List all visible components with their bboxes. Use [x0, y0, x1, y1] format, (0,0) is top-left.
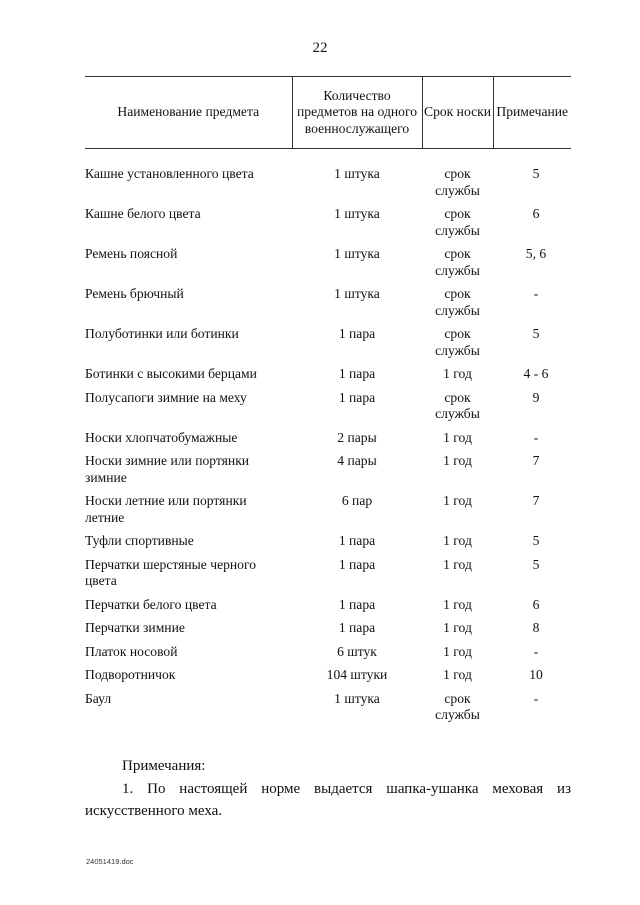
wear-term-cell: срок службы [435, 690, 480, 722]
quantity-cell: 1 штука [334, 206, 380, 221]
quantity-cell: 1 штука [334, 246, 380, 261]
item-name-cell: Платок носовой [85, 643, 178, 659]
note-cell: 5 [532, 166, 540, 181]
notes-heading: Примечания: [122, 758, 206, 774]
wear-term-cell: 1 год [443, 366, 472, 381]
note-cell: - [533, 286, 539, 301]
wear-term-cell: срок службы [435, 389, 480, 421]
wear-term-cell: 1 год [443, 667, 472, 682]
table-row [85, 326, 571, 366]
table-row [85, 366, 571, 390]
table-row [85, 667, 571, 691]
quantity-cell: 1 пара [338, 596, 376, 612]
wear-term-cell: 1 год [443, 643, 472, 659]
wear-term-cell: срок службы [435, 246, 480, 278]
note-cell: - [533, 429, 539, 445]
wear-term-cell: срок службы [435, 166, 480, 198]
quantity-cell: 1 пара [338, 366, 376, 381]
note-item: 1. По настоящей норме выдается шапка-ушанка меховая из искусственного меха. [85, 781, 571, 819]
note-cell: 5, 6 [525, 246, 547, 261]
note-cell: 5 [532, 556, 540, 572]
quantity-cell: 2 пары [337, 429, 377, 445]
table-row [85, 246, 571, 286]
wear-term-cell: 1 год [443, 453, 472, 468]
item-name-cell: Туфли спортивные [85, 533, 194, 548]
table-row [85, 597, 571, 621]
header-item-name: Наименование предмета [85, 77, 292, 149]
wear-term-cell: срок службы [435, 286, 480, 318]
item-name-cell: Носки хлопчатобумажные [85, 429, 238, 445]
clothing-norms-table [85, 76, 571, 731]
quantity-cell: 1 штука [334, 166, 380, 181]
quantity-cell: 1 пара [338, 533, 376, 548]
wear-term-cell: 1 год [443, 493, 472, 508]
wear-term-cell: 1 год [443, 556, 472, 572]
item-name-cell: Ремень поясной [85, 246, 178, 261]
note-cell: 6 [532, 206, 540, 221]
item-name-cell: Перчатки шерстяные черного цвета [85, 556, 257, 588]
page-number: 22 [312, 40, 328, 56]
wear-term-cell: 1 год [443, 596, 472, 612]
table-header-row [85, 77, 571, 149]
wear-term-cell: 1 год [443, 620, 472, 635]
item-name-cell: Баул [85, 690, 112, 706]
document-filename: 24051419.doc [86, 857, 134, 866]
quantity-cell: 1 пара [338, 326, 376, 341]
item-name-cell: Полусапоги зимние на меху [85, 389, 247, 405]
quantity-cell: 1 штука [334, 286, 380, 301]
item-name-cell: Перчатки зимние [85, 620, 185, 635]
table-row [85, 493, 571, 533]
item-name-cell: Ботинки с высокими берцами [85, 366, 257, 381]
note-cell: 4 - 6 [523, 366, 549, 381]
item-name-cell: Ремень брючный [85, 286, 184, 301]
table-row [85, 620, 571, 644]
wear-term-cell: срок службы [435, 206, 480, 238]
header-quantity: Количество предметов на одного военнослужащего [292, 77, 422, 149]
table-row [85, 286, 571, 326]
note-cell: - [533, 690, 539, 706]
item-name-cell: Перчатки белого цвета [85, 596, 217, 612]
note-cell: 8 [532, 620, 540, 635]
quantity-cell: 1 штука [334, 690, 380, 706]
quantity-cell: 1 пара [338, 389, 376, 405]
table-row [85, 533, 571, 557]
header-spacer [85, 149, 571, 167]
note-cell: 10 [529, 667, 543, 682]
wear-term-cell: 1 год [443, 429, 472, 445]
quantity-cell: 4 пары [337, 453, 377, 468]
header-wear-term: Срок носки [422, 77, 493, 149]
item-name-cell: Носки зимние или портянки зимние [85, 453, 250, 485]
table-row [85, 691, 571, 731]
note-cell: 5 [532, 533, 540, 548]
item-name-cell: Кашне установленного цвета [85, 166, 254, 181]
note-cell: 5 [532, 326, 540, 341]
item-name-cell: Подворотничок [85, 667, 176, 682]
item-name-cell: Полуботинки или ботинки [85, 326, 239, 341]
table-row [85, 166, 571, 206]
item-name-cell: Кашне белого цвета [85, 206, 201, 221]
quantity-cell: 6 пар [341, 493, 373, 508]
table-row [85, 206, 571, 246]
table-row [85, 430, 571, 454]
table-row [85, 557, 571, 597]
table-row [85, 453, 571, 493]
quantity-cell: 104 штуки [326, 667, 388, 682]
table-body [85, 149, 571, 731]
quantity-cell: 1 пара [338, 620, 376, 635]
note-cell: 9 [532, 389, 540, 405]
note-cell: 6 [532, 596, 540, 612]
wear-term-cell: срок службы [435, 326, 480, 358]
table-row [85, 390, 571, 430]
note-cell: 7 [532, 493, 540, 508]
note-cell: - [533, 643, 539, 659]
header-note: Примечание [493, 77, 571, 149]
item-name-cell: Носки летние или портянки летние [85, 493, 247, 525]
note-cell: 7 [532, 453, 540, 468]
wear-term-cell: 1 год [443, 533, 472, 548]
quantity-cell: 6 штук [337, 643, 377, 659]
table-row [85, 644, 571, 668]
quantity-cell: 1 пара [338, 556, 376, 572]
